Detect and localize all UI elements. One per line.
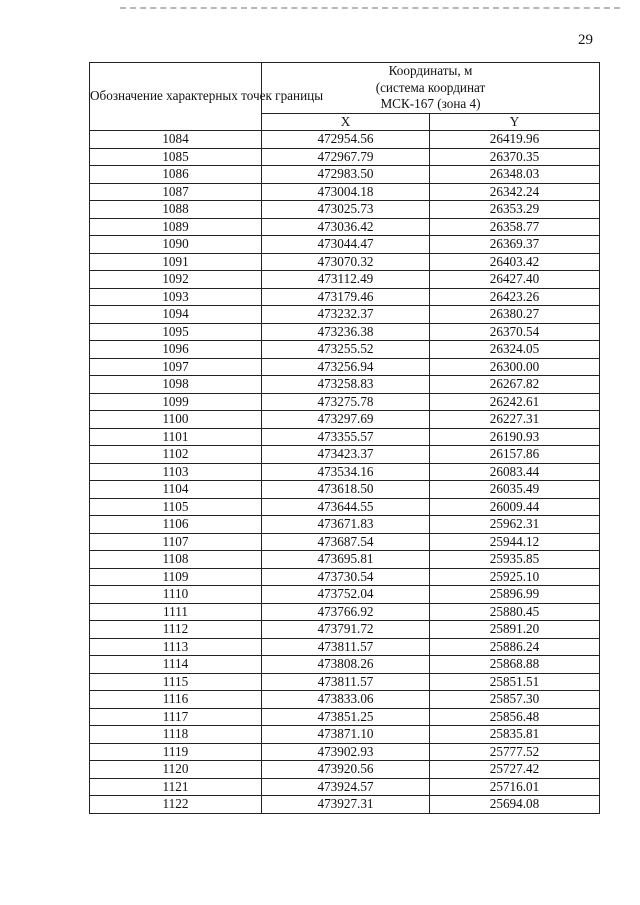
x-coordinate-cell: 473902.93 [262, 743, 430, 761]
y-coordinate-cell: 25935.85 [430, 551, 600, 569]
point-id-cell: 1101 [90, 428, 262, 446]
point-id-cell: 1097 [90, 358, 262, 376]
x-coordinate-cell: 473534.16 [262, 463, 430, 481]
point-id-cell: 1109 [90, 568, 262, 586]
y-coordinate-cell: 26227.31 [430, 411, 600, 429]
point-id-cell: 1121 [90, 778, 262, 796]
x-coordinate-cell: 473297.69 [262, 411, 430, 429]
table-row [90, 586, 600, 604]
table-row [90, 183, 600, 201]
point-id-cell: 1114 [90, 656, 262, 674]
y-coordinate-cell: 26369.37 [430, 236, 600, 254]
y-coordinate-cell: 26035.49 [430, 481, 600, 499]
table-row [90, 481, 600, 499]
x-coordinate-cell: 473112.49 [262, 271, 430, 289]
point-id-cell: 1094 [90, 306, 262, 324]
table-row [90, 253, 600, 271]
table-row [90, 358, 600, 376]
y-coordinate-cell: 26242.61 [430, 393, 600, 411]
header-coords-line3: МСК-167 (зона 4) [380, 96, 481, 111]
point-id-cell: 1090 [90, 236, 262, 254]
header-coords-line1: Координаты, м [388, 63, 473, 78]
y-coordinate-cell: 25868.88 [430, 656, 600, 674]
point-id-cell: 1106 [90, 516, 262, 534]
table-row [90, 533, 600, 551]
point-id-cell: 1110 [90, 586, 262, 604]
x-coordinate-cell: 472954.56 [262, 131, 430, 149]
point-id-cell: 1102 [90, 446, 262, 464]
y-coordinate-cell: 25835.81 [430, 726, 600, 744]
y-coordinate-cell: 26300.00 [430, 358, 600, 376]
table-row [90, 516, 600, 534]
x-coordinate-cell: 473275.78 [262, 393, 430, 411]
x-coordinate-cell: 473671.83 [262, 516, 430, 534]
point-id-cell: 1112 [90, 621, 262, 639]
x-coordinate-cell: 473258.83 [262, 376, 430, 394]
x-coordinate-cell: 473766.92 [262, 603, 430, 621]
x-coordinate-cell: 473025.73 [262, 201, 430, 219]
x-coordinate-cell: 473695.81 [262, 551, 430, 569]
y-coordinate-cell: 25727.42 [430, 761, 600, 779]
point-id-cell: 1092 [90, 271, 262, 289]
y-coordinate-cell: 26083.44 [430, 463, 600, 481]
table-body [90, 131, 600, 814]
x-coordinate-cell: 473833.06 [262, 691, 430, 709]
header-point-label: Обозначение характерных точек границы [90, 63, 262, 131]
point-id-cell: 1096 [90, 341, 262, 359]
x-coordinate-cell: 473871.10 [262, 726, 430, 744]
table-row [90, 691, 600, 709]
table-row [90, 166, 600, 184]
table-row [90, 603, 600, 621]
table-row [90, 306, 600, 324]
table-row [90, 271, 600, 289]
point-id-cell: 1085 [90, 148, 262, 166]
x-coordinate-cell: 473924.57 [262, 778, 430, 796]
y-coordinate-cell: 25880.45 [430, 603, 600, 621]
y-coordinate-cell: 25716.01 [430, 778, 600, 796]
table-row [90, 463, 600, 481]
x-coordinate-cell: 472983.50 [262, 166, 430, 184]
table-row [90, 428, 600, 446]
x-coordinate-cell: 473044.47 [262, 236, 430, 254]
table-header [90, 63, 600, 131]
point-id-cell: 1091 [90, 253, 262, 271]
x-coordinate-cell: 473730.54 [262, 568, 430, 586]
x-coordinate-cell: 473851.25 [262, 708, 430, 726]
y-coordinate-cell: 25962.31 [430, 516, 600, 534]
y-coordinate-cell: 25857.30 [430, 691, 600, 709]
point-id-cell: 1087 [90, 183, 262, 201]
table-row [90, 551, 600, 569]
x-coordinate-cell: 473256.94 [262, 358, 430, 376]
table-row [90, 218, 600, 236]
x-coordinate-cell: 472967.79 [262, 148, 430, 166]
x-coordinate-cell: 473232.37 [262, 306, 430, 324]
table-row [90, 323, 600, 341]
point-id-cell: 1086 [90, 166, 262, 184]
point-id-cell: 1119 [90, 743, 262, 761]
y-coordinate-cell: 25694.08 [430, 796, 600, 814]
x-coordinate-cell: 473036.42 [262, 218, 430, 236]
point-id-cell: 1118 [90, 726, 262, 744]
page-number: 29 [578, 32, 593, 48]
y-coordinate-cell: 25896.99 [430, 586, 600, 604]
y-coordinate-cell: 25886.24 [430, 638, 600, 656]
scan-artifact-line [120, 7, 620, 9]
table-row [90, 638, 600, 656]
y-coordinate-cell: 26353.29 [430, 201, 600, 219]
table-row [90, 656, 600, 674]
y-coordinate-cell: 25856.48 [430, 708, 600, 726]
y-coordinate-cell: 26380.27 [430, 306, 600, 324]
point-id-cell: 1122 [90, 796, 262, 814]
x-coordinate-cell: 473618.50 [262, 481, 430, 499]
y-coordinate-cell: 26267.82 [430, 376, 600, 394]
y-coordinate-cell: 26348.03 [430, 166, 600, 184]
y-coordinate-cell: 26009.44 [430, 498, 600, 516]
y-coordinate-cell: 26157.86 [430, 446, 600, 464]
x-coordinate-cell: 473927.31 [262, 796, 430, 814]
header-coords-line2: (система координат [375, 79, 486, 95]
point-id-cell: 1107 [90, 533, 262, 551]
table-row [90, 743, 600, 761]
point-id-cell: 1088 [90, 201, 262, 219]
y-coordinate-cell: 26423.26 [430, 288, 600, 306]
y-coordinate-cell: 26427.40 [430, 271, 600, 289]
table-row [90, 796, 600, 814]
point-id-cell: 1103 [90, 463, 262, 481]
x-coordinate-cell: 473808.26 [262, 656, 430, 674]
x-coordinate-cell: 473004.18 [262, 183, 430, 201]
table-row [90, 726, 600, 744]
table-row [90, 131, 600, 149]
point-id-cell: 1099 [90, 393, 262, 411]
y-coordinate-cell: 26324.05 [430, 341, 600, 359]
x-coordinate-cell: 473811.57 [262, 673, 430, 691]
x-coordinate-cell: 473644.55 [262, 498, 430, 516]
table-row [90, 411, 600, 429]
table-row [90, 621, 600, 639]
header-y: Y [430, 113, 600, 131]
x-coordinate-cell: 473791.72 [262, 621, 430, 639]
y-coordinate-cell: 26370.54 [430, 323, 600, 341]
y-coordinate-cell: 25777.52 [430, 743, 600, 761]
x-coordinate-cell: 473236.38 [262, 323, 430, 341]
point-id-cell: 1111 [90, 603, 262, 621]
header-row-top [90, 63, 600, 114]
y-coordinate-cell: 26190.93 [430, 428, 600, 446]
table-row [90, 201, 600, 219]
y-coordinate-cell: 26370.35 [430, 148, 600, 166]
y-coordinate-cell: 26419.96 [430, 131, 600, 149]
point-id-cell: 1093 [90, 288, 262, 306]
coordinates-table [89, 62, 600, 814]
table-row [90, 393, 600, 411]
y-coordinate-cell: 26403.42 [430, 253, 600, 271]
x-coordinate-cell: 473179.46 [262, 288, 430, 306]
table-row [90, 708, 600, 726]
point-id-cell: 1104 [90, 481, 262, 499]
point-id-cell: 1116 [90, 691, 262, 709]
x-coordinate-cell: 473070.32 [262, 253, 430, 271]
x-coordinate-cell: 473255.52 [262, 341, 430, 359]
point-id-cell: 1113 [90, 638, 262, 656]
table-row [90, 376, 600, 394]
table-row [90, 148, 600, 166]
table-row [90, 568, 600, 586]
point-id-cell: 1100 [90, 411, 262, 429]
x-coordinate-cell: 473752.04 [262, 586, 430, 604]
table-row [90, 673, 600, 691]
y-coordinate-cell: 25891.20 [430, 621, 600, 639]
table-row [90, 288, 600, 306]
point-id-cell: 1105 [90, 498, 262, 516]
table-row [90, 236, 600, 254]
table-row [90, 446, 600, 464]
x-coordinate-cell: 473355.57 [262, 428, 430, 446]
x-coordinate-cell: 473920.56 [262, 761, 430, 779]
table-row [90, 761, 600, 779]
x-coordinate-cell: 473687.54 [262, 533, 430, 551]
x-coordinate-cell: 473811.57 [262, 638, 430, 656]
point-id-cell: 1095 [90, 323, 262, 341]
y-coordinate-cell: 26342.24 [430, 183, 600, 201]
point-id-cell: 1117 [90, 708, 262, 726]
y-coordinate-cell: 26358.77 [430, 218, 600, 236]
y-coordinate-cell: 25925.10 [430, 568, 600, 586]
y-coordinate-cell: 25944.12 [430, 533, 600, 551]
point-id-cell: 1115 [90, 673, 262, 691]
table-row [90, 498, 600, 516]
point-id-cell: 1098 [90, 376, 262, 394]
header-x: X [262, 113, 430, 131]
table-row [90, 778, 600, 796]
point-id-cell: 1084 [90, 131, 262, 149]
point-id-cell: 1120 [90, 761, 262, 779]
table-row [90, 341, 600, 359]
point-id-cell: 1108 [90, 551, 262, 569]
y-coordinate-cell: 25851.51 [430, 673, 600, 691]
point-id-cell: 1089 [90, 218, 262, 236]
x-coordinate-cell: 473423.37 [262, 446, 430, 464]
